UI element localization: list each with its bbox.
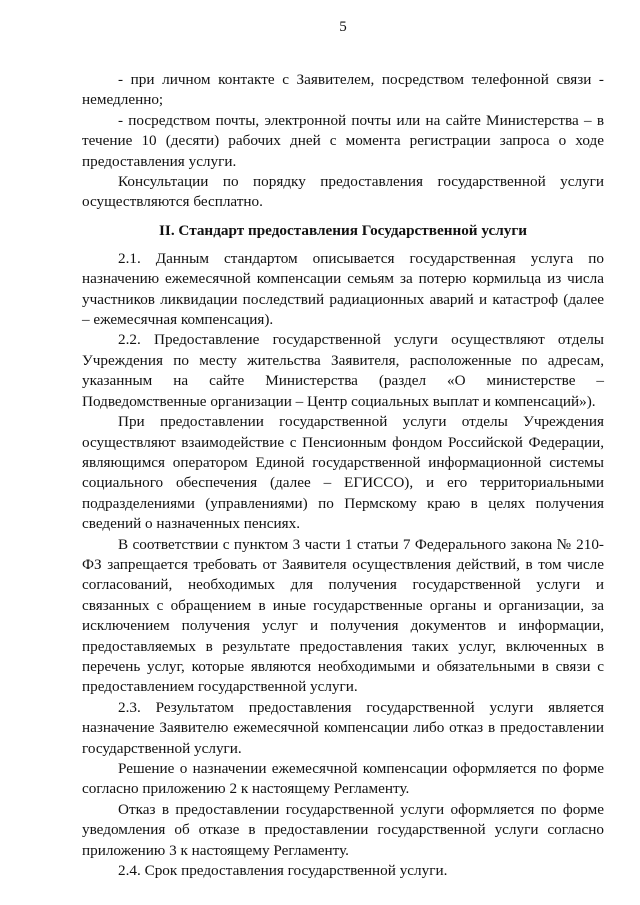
page-number: 5 <box>339 19 347 35</box>
paragraph-contact-mail: - посредством почты, электронной почты или на сайте Министерства – в течение 10 (десяти) рабочих дней с момента регистрации запроса о ходе предоставления услуги. <box>82 111 604 170</box>
paragraph-2-2: 2.2. Предоставление государственной услуги осуществляют отделы Учреждения по месту жительства Заявителя, расположенные по адресам, указанным на сайте Министерства (раздел «О министерстве – Подведомственные организации – Центр социальных выплат и компенсаций»). <box>82 331 604 410</box>
paragraph-interaction-pfr: При предоставлении государственной услуги отделы Учреждения осуществляют взаимодействие с Пенсионным фондом Российской Федерации, являющимся оператором Единой государственной информационной системы социального обеспечения (далее – ЕГИССО), и его территориальными подразделениями (управлениями) по Пермскому краю в целях получения сведений о назначенных пенсиях. <box>82 413 604 533</box>
paragraph-2-3: 2.3. Результатом предоставления государственной услуги является назначение Заявителю ежемесячной компенсации либо отказ в предоставлении государственной услуги. <box>82 698 604 757</box>
paragraph-federal-law: В соответствии с пунктом 3 части 1 статьи 7 Федерального закона № 210-ФЗ запрещается требовать от Заявителя осуществления действий, в том числе согласований, необходимых для получения государственной услуги и связанных с обращением в иные государственные органы и организации, за исключением получения услуг и получения документов и информации, предоставляемых в результате предоставления таких услуг, включенных в перечень услуг, которые являются необходимыми и обязательными в связи с предоставлением государственной услуги. <box>82 535 604 696</box>
paragraph-refusal-form: Отказ в предоставлении государственной услуги оформляется по форме уведомления об отказе в предоставлении государственной услуги согласно приложению 3 к настоящему Регламенту. <box>82 800 604 859</box>
paragraph-2-1: 2.1. Данным стандартом описывается государственная услуга по назначению ежемесячной компенсации семьям за потерю кормильца из числа участников ликвидации последствий радиационных аварий и катастроф (далее – ежемесячная компенсация). <box>82 249 604 329</box>
paragraph-consultations-free: Консультации по порядку предоставления государственной услуги осуществляются бесплатно. <box>82 173 604 211</box>
paragraph-decision-form: Решение о назначении ежемесячной компенсации оформляется по форме согласно приложению 2 к настоящему Регламенту. <box>82 760 604 798</box>
section-heading: II. Стандарт предоставления Государственной услуги <box>159 221 527 239</box>
paragraph-contact-personal: - при личном контакте с Заявителем, посредством телефонной связи - немедленно; <box>82 71 604 109</box>
paragraph-2-4: 2.4. Срок предоставления государственной услуги. <box>118 862 448 880</box>
